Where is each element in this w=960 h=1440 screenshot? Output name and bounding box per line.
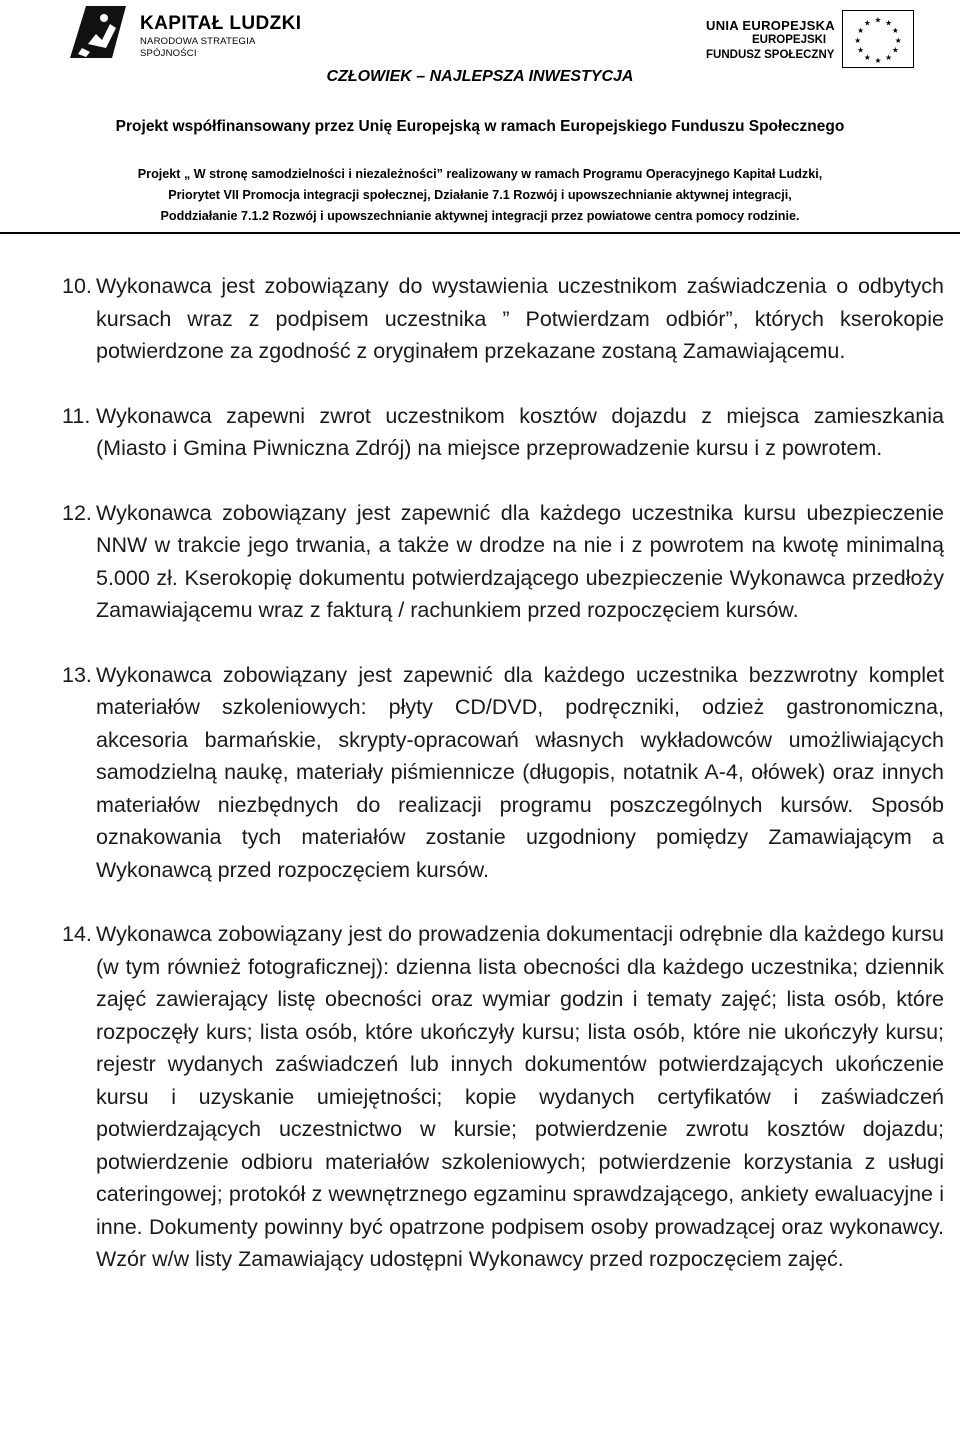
item-text: Wykonawca zobowiązany jest do prowadzenia dokumentacji odrębnie dla każdego kursu (w tym również fotograficznej): dzienna lista obecności dla każdego uczestnika; dziennik zajęć zawierający listę obecności oraz wymiar godzin i tematy zajęć; lista osób, które rozpoczęły kurs; lista osób, które ukończyły kursu; lista osób, które nie ukończyły kursu; rejestr wydanych zaświadczeń lub innych dokumentów potwierdzających ukończenie kursu i uzyskanie umiejętności; kopie wydanych certyfikatów i zaświadczeń potwierdzających uczestnictwo w kursie; potwierdzenie zwrotu kosztów dojazdu; potwierdzenie odbioru materiałów szkoleniowych; potwierdzenie korzystania z usługi cateringowej; protokół z wewnętrznego egzaminu sprawdzającego, ankiety ewaluacyjne i inne. Dokumenty powinny być opatrzone podpisem osoby prowadzącej oraz wykonawcy. Wzór w/w listy Zamawiający udostępni Wykonawcy przed rozpoczęciem zajęć. (96, 922, 944, 1271)
list-item (62, 400, 944, 465)
item-text: Wykonawca zobowiązany jest zapewnić dla każdego uczestnika bezzwrotny komplet materiałów szkoleniowych: płyty CD/DVD, podręczniki, odzież gastronomiczna, akcesoria barmańskie, skrypty-opracowań własnych wykładowców umożliwiających samodzielną naukę, materiały piśmiennicze (długopis, notatnik A-4, ołówek) oraz innych materiałów niezbędnych do realizacji programu poszczególnych kursów. Sposób oznakowania tych materiałów zostanie uzgodniony pomiędzy Zamawiającym a Wykonawcą przed rozpoczęciem kursów. (96, 662, 944, 882)
cofinance-statement: Projekt współfinansowany przez Unię Europejską w ramach Europejskiego Funduszu Społecznego (115, 118, 845, 135)
item-number: 11. (62, 403, 91, 428)
svg-text:★: ★ (891, 26, 899, 36)
item-text: Wykonawca zapewni zwrot uczestnikom kosztów dojazdu z miejsca zamieszkania (Miasto i Gmina Piwniczna Zdrój) na miejsce przeprowadzenie kursu i z powrotem. (96, 403, 944, 460)
svg-text:★: ★ (863, 53, 871, 63)
svg-text:★: ★ (857, 26, 865, 36)
ue-line-3: FUNDUSZ SPOŁECZNY (706, 49, 835, 61)
list-item (62, 659, 944, 887)
item-number: 12. (62, 500, 92, 525)
list-item (62, 918, 944, 1276)
slogan: CZŁOWIEK – NAJLEPSZA INWESTYCJA (326, 68, 634, 85)
project-line-3: Poddziałanie 7.1.2 Rozwój i upowszechnianie aktywnej integracji przez powiatowe centra pomocy rodzinie. (160, 209, 800, 223)
list-item (62, 270, 944, 368)
kapital-ludzki-emblem-icon (68, 4, 130, 60)
svg-text:★: ★ (874, 15, 882, 25)
project-description (0, 164, 960, 227)
item-text: Wykonawca jest zobowiązany do wystawienia uczestnikom zaświadczenia o odbytych kursach wraz z podpisem uczestnika ” Potwierdzam odbiór”, których kserokopie potwierdzone za zgodność z oryginałem przekazane zostaną Zamawiającemu. (96, 274, 944, 363)
list-item (62, 497, 944, 627)
item-number: 14. (62, 922, 92, 946)
svg-text:★: ★ (885, 53, 893, 63)
eu-flag-icon (842, 10, 914, 68)
ue-line-1: UNIA EUROPEJSKA (706, 18, 835, 33)
svg-text:★: ★ (891, 45, 899, 55)
kl-name-text: KAPITAŁ LUDZKI (140, 13, 302, 34)
document-body (62, 270, 944, 1308)
svg-text:★: ★ (885, 18, 893, 28)
item-number: 10. (62, 274, 92, 298)
document-header (0, 0, 960, 234)
svg-text:★: ★ (874, 56, 882, 66)
ue-logo (706, 10, 916, 70)
svg-text:★: ★ (854, 35, 862, 45)
item-text: Wykonawca zobowiązany jest zapewnić dla każdego uczestnika kursu ubezpieczenie NNW w trakcie jego trwania, a także w drodze na nie i z powrotem na kwotę minimalną 5.000 zł. Kserokopię dokumentu potwierdzającego ubezpieczenie Wykonawca przedłoży Zamawiającemu wraz z fakturą / rachunkiem przed rozpoczęciem kursów. (96, 500, 944, 622)
svg-text:★: ★ (863, 18, 871, 28)
item-number: 13. (62, 662, 92, 687)
svg-text:★: ★ (857, 45, 865, 55)
kapital-ludzki-logo (68, 4, 308, 62)
project-line-1: Projekt „ W stronę samodzielności i niezależności” realizowany w ramach Programu Operacyjnego Kapitał Ludzki, (137, 167, 823, 181)
kl-subtitle-text: NARODOWA STRATEGIA SPÓJNOŚCI (140, 36, 255, 59)
project-line-2: Priorytet VII Promocja integracji społecznej, Działanie 7.1 Rozwój i upowszechnianie aktywnej integracji, (168, 188, 792, 202)
ue-line-2: EUROPEJSKI (752, 34, 827, 46)
svg-text:★: ★ (894, 35, 902, 45)
